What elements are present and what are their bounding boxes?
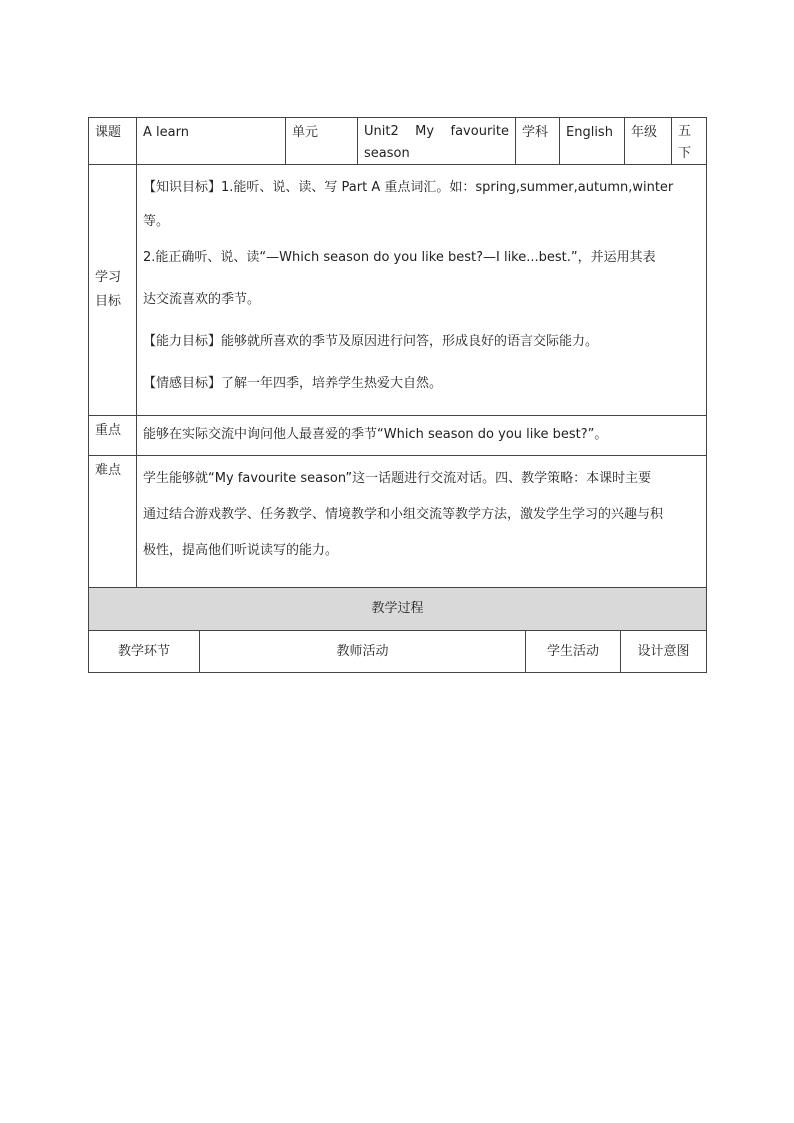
- difficulty-content: [137, 456, 707, 588]
- difficulty-line: 极性，提高他们听说读写的能力。: [143, 543, 339, 558]
- goals-line: 【情感目标】了解一年四季，培养学生热爱大自然。: [143, 376, 443, 391]
- column-header-teacher: 教师活动: [200, 631, 526, 673]
- grade-label: 年级: [625, 118, 672, 165]
- column-header-intent: 设计意图: [621, 631, 707, 673]
- goals-row: [89, 165, 707, 416]
- unit-value-line2: season: [364, 146, 410, 161]
- difficulty-label: 难点: [89, 456, 137, 588]
- unit-label: 单元: [286, 118, 358, 165]
- grade-value: [672, 118, 707, 165]
- goals-content: [137, 165, 707, 416]
- goals-line: 达交流喜欢的季节。: [143, 292, 261, 307]
- column-header-stage: 教学环节: [89, 631, 200, 673]
- column-header-student: 学生活动: [526, 631, 621, 673]
- goals-line: 2.能正确听、说、读“—Which season do you like best?—I like...best.”，并运用其表: [143, 250, 656, 265]
- goals-label-line1: 学习: [95, 270, 122, 285]
- unit-value: [358, 118, 516, 165]
- header-row: [89, 118, 707, 165]
- goals-line: 【知识目标】1.能听、说、读、写 Part A 重点词汇。如：spring,summer,autumn,winter: [143, 180, 674, 195]
- difficulty-line: 学生能够就“My favourite season”这一话题进行交流对话。四、教学策略：本课时主要: [143, 471, 652, 486]
- key-point-row: [89, 416, 707, 456]
- goals-line: 【能力目标】能够就所喜欢的季节及原因进行问答，形成良好的语言交际能力。: [143, 334, 599, 349]
- subject-value: English: [560, 118, 625, 165]
- lesson-plan-table: [88, 117, 707, 588]
- teaching-process-table: [88, 587, 707, 673]
- topic-label: 课题: [89, 118, 137, 165]
- goals-line: 等。: [143, 214, 170, 229]
- goals-label-line2: 目标: [95, 294, 122, 309]
- subject-label: 学科: [516, 118, 560, 165]
- key-point-text: 能够在实际交流中询问他人最喜爱的季节“Which season do you like best?”。: [137, 416, 707, 456]
- key-point-label: 重点: [89, 416, 137, 456]
- difficulty-row: [89, 456, 707, 588]
- topic-value: A learn: [137, 118, 286, 165]
- grade-value-line1: 五: [678, 124, 692, 139]
- process-header-row: [89, 631, 707, 673]
- difficulty-line: 通过结合游戏教学、任务教学、情境教学和小组交流等教学方法，激发学生学习的兴趣与积: [143, 507, 664, 522]
- grade-value-line2: 下: [678, 146, 692, 161]
- unit-value-line1: Unit2 My favourite: [364, 124, 509, 139]
- process-title: 教学过程: [89, 588, 707, 631]
- goals-label: [89, 165, 137, 416]
